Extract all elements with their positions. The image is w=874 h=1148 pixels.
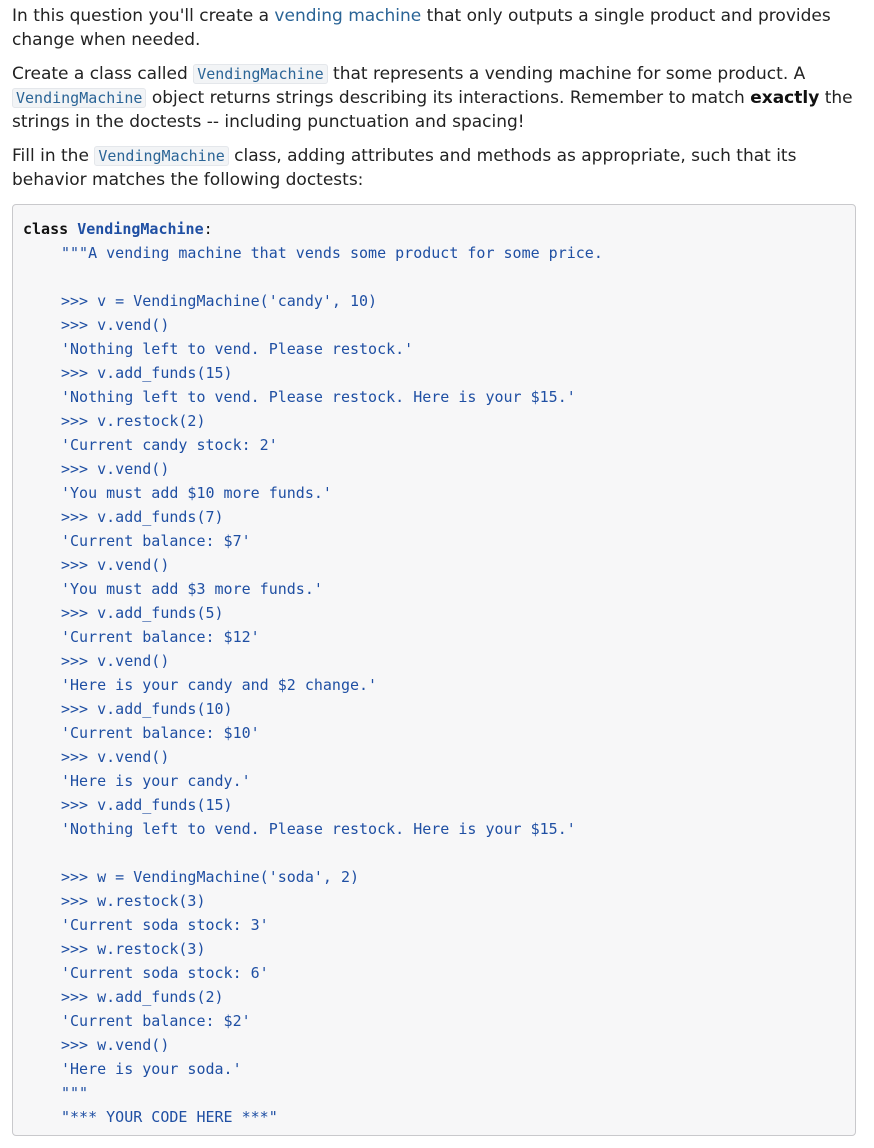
class-definition-line: [23, 217, 845, 241]
code-line: 'Current soda stock: 6': [61, 964, 269, 982]
class-name: VendingMachine: [77, 220, 204, 238]
inline-code-class-name-2: VendingMachine: [12, 88, 146, 108]
code-line: >>> v.vend(): [61, 652, 170, 670]
code-line: >>> w.vend(): [61, 1036, 170, 1054]
doctest-block-v: [23, 289, 845, 841]
code-line: >>> v.vend(): [61, 748, 170, 766]
code-line: >>> v = VendingMachine('candy', 10): [61, 292, 378, 310]
code-line: 'Current balance: $2': [61, 1012, 251, 1030]
code-line: >>> v.add_funds(10): [61, 700, 233, 718]
code-line: >>> v.restock(2): [61, 412, 206, 430]
code-line: >>> v.vend(): [61, 556, 170, 574]
code-line: >>> v.add_funds(5): [61, 604, 224, 622]
desc-text-b: that represents a vending machine for some product. A: [327, 64, 806, 84]
code-line: >>> v.vend(): [61, 316, 170, 334]
code-line: 'Current balance: $10': [61, 724, 260, 742]
desc-text-d: the strings in the doctests -- including punctuation and spacing!: [12, 88, 853, 132]
code-line: 'Current candy stock: 2': [61, 436, 278, 454]
doctest-block-w: [23, 865, 845, 1129]
code-line: 'Nothing left to vend. Please restock. Here is your $15.': [61, 820, 576, 838]
inline-code-class-name: VendingMachine: [193, 64, 327, 84]
instr-text-a: Fill in the: [12, 146, 95, 166]
code-line: 'Here is your soda.': [61, 1060, 242, 1078]
code-line: >>> v.add_funds(15): [61, 796, 233, 814]
code-line: 'You must add $3 more funds.': [61, 580, 323, 598]
intro-paragraph: [12, 4, 860, 52]
question-text: [12, 4, 860, 192]
class-description-paragraph: [12, 62, 860, 134]
vending-machine-link[interactable]: vending machine: [274, 6, 422, 26]
intro-text-after-link: that only outputs a single product and provides change when needed.: [12, 6, 831, 50]
code-line: 'Here is your candy.': [61, 772, 251, 790]
code-line: >>> w = VendingMachine('soda', 2): [61, 868, 360, 886]
desc-text-a: Create a class called: [12, 64, 194, 84]
class-colon: :: [203, 220, 213, 238]
emphasis-exactly: exactly: [750, 88, 820, 108]
code-line: 'Current soda stock: 3': [61, 916, 269, 934]
code-line: 'Here is your candy and $2 change.': [61, 676, 378, 694]
blank-line: [23, 265, 845, 289]
code-line: 'You must add $10 more funds.': [61, 484, 332, 502]
code-line: 'Current balance: $12': [61, 628, 260, 646]
code-line: >>> w.restock(3): [61, 892, 206, 910]
code-line: """: [61, 1084, 89, 1102]
code-line: >>> v.vend(): [61, 460, 170, 478]
instr-text-b: class, adding attributes and methods as appropriate, such that its behavior matches the following doctests:: [12, 146, 797, 190]
blank-line: [23, 841, 845, 865]
docstring-first-line: """A vending machine that vends some product for some price.: [61, 244, 603, 262]
desc-text-c: object returns strings describing its interactions. Remember to match: [146, 88, 751, 108]
code-line: "*** YOUR CODE HERE ***": [61, 1108, 278, 1126]
class-keyword: class: [23, 220, 69, 238]
code-line: 'Nothing left to vend. Please restock.': [61, 340, 414, 358]
code-line: 'Current balance: $7': [61, 532, 251, 550]
inline-code-class-name-3: VendingMachine: [94, 146, 228, 166]
code-line: >>> w.add_funds(2): [61, 988, 224, 1006]
code-line: 'Nothing left to vend. Please restock. Here is your $15.': [61, 388, 576, 406]
code-line: >>> v.add_funds(7): [61, 508, 224, 526]
code-line: >>> v.add_funds(15): [61, 364, 233, 382]
intro-text-before-link: In this question you'll create a: [12, 6, 275, 26]
code-block: [12, 204, 856, 1136]
instructions-paragraph: [12, 144, 860, 192]
code-line: >>> w.restock(3): [61, 940, 206, 958]
